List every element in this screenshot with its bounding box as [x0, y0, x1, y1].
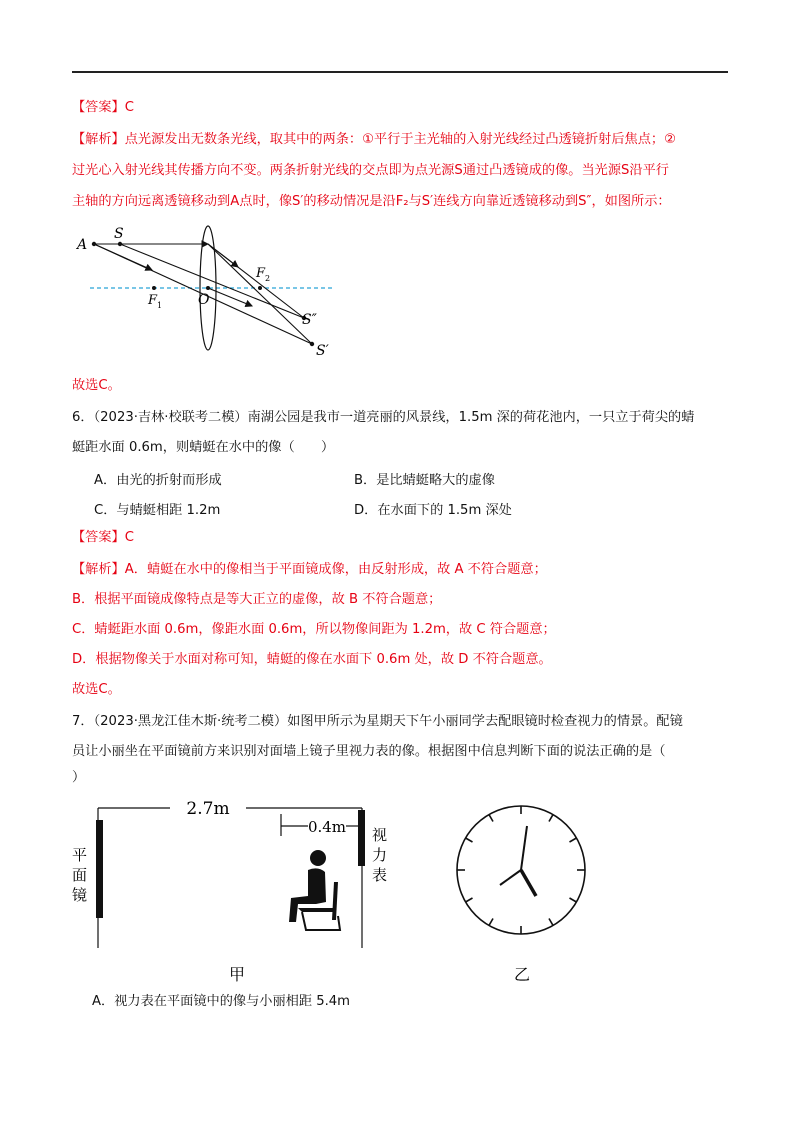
caption-jia: 甲 — [228, 965, 246, 984]
ray-arrow-1 — [94, 244, 152, 270]
point-s — [118, 242, 122, 246]
lens-ray-diagram — [72, 222, 352, 362]
clock-tick — [489, 815, 493, 822]
point-o — [206, 286, 210, 290]
q6-option-a: A．由光的折射而形成 — [94, 473, 222, 488]
q7-stem-line-2: 员让小丽坐在平面镜前方来识别对面墙上镜子里视力表的像。根据图中信息判断下面的说法正确的是（ — [72, 744, 666, 759]
label-f1-sub: 1 — [157, 301, 163, 310]
ray-arrow-3 — [208, 288, 252, 306]
hour-hand — [521, 870, 536, 896]
answer-label: 【答案】 — [72, 100, 125, 115]
q5-analysis-line-3: 主轴的方向远离透镜移动到A点时，像S′的移动情况是沿F₂与S′连线方向靠近透镜移动到S″，如图所示： — [72, 194, 671, 209]
mirror-label-3: 镜 — [72, 886, 88, 904]
point-s1 — [310, 342, 314, 346]
q6-option-b: B．是比蜻蜓略大的虚像 — [354, 473, 495, 488]
q6-analysis-line-2: B．根据平面镜成像特点是等大正立的虚像，故 B 不符合题意； — [72, 592, 442, 607]
label-o: O — [198, 292, 210, 308]
clock-tick — [569, 838, 576, 842]
q5-conclusion: 故选C。 — [72, 378, 121, 393]
eye-chart — [358, 810, 365, 866]
caption-yi: 乙 — [513, 965, 531, 984]
clock-tick — [549, 815, 553, 822]
q6-stem-line-1: 6．（2023·吉林·校联考二模）南湖公园是我市一道亮丽的风景线，1.5m 深的荷花池内，一只立于荷尖的蜻 — [72, 410, 695, 425]
q7-stem-line-1: 7．（2023·黑龙江佳木斯·统考二模）如图甲所示为星期天下午小丽同学去配眼镜时检查视力的情景。配镜 — [72, 714, 683, 729]
q7-option-a: A．视力表在平面镜中的像与小丽相距 5.4m — [92, 994, 351, 1009]
plane-mirror — [96, 820, 103, 918]
clock-tick — [549, 918, 553, 925]
q7-stem-line-3: ） — [72, 770, 86, 785]
clock-figure — [450, 798, 600, 988]
header-rule — [72, 71, 728, 73]
q6-option-d: D．在水面下的 1.5m 深处 — [354, 503, 512, 518]
clock-tick — [466, 898, 473, 902]
second-hand — [500, 870, 521, 885]
ray-arrow-2 — [208, 244, 238, 267]
q6-analysis-line-3: C．蜻蜓距水面 0.6m，像距水面 0.6m，所以物像间距为 1.2m，故 C 符合题意； — [72, 622, 556, 637]
point-f1 — [152, 286, 156, 290]
minute-hand — [521, 826, 527, 870]
analysis-label: 【解析】 — [72, 132, 125, 147]
q5-analysis-line-2: 过光心入射光线其传播方向不变。两条折射光线的交点即为点光源S通过凸透镜成的像。当光源S沿平行 — [72, 163, 669, 178]
q5-analysis-line-1: 【解析】点光源发出无数条光线，取其中的两条：①平行于主光轴的入射光线经过凸透镜折射后焦点；② — [72, 132, 676, 147]
label-s1: S′ — [316, 343, 329, 359]
q6-analysis-line-4: D．根据物像关于水面对称可知，蜻蜓的像在水面下 0.6m 处，故 D 不符合题意。 — [72, 652, 552, 667]
clock-tick — [489, 918, 493, 925]
mirror-label-1: 平 — [72, 846, 88, 864]
seated-person-icon — [289, 850, 340, 930]
chart-label-1: 视 — [372, 826, 388, 844]
chart-label-2: 力 — [372, 846, 388, 864]
label-f2: F — [256, 266, 266, 281]
q6-answer: 【答案】C — [72, 530, 134, 545]
small-distance-label: 0.4m — [307, 818, 347, 836]
label-a: A — [77, 237, 88, 253]
label-s2: S″ — [302, 312, 317, 328]
clock-tick — [466, 838, 473, 842]
point-a — [92, 242, 96, 246]
label-f1: F — [148, 293, 158, 308]
q6-stem-line-2: 蜓距水面 0.6m，则蜻蜓在水中的像（ ） — [72, 440, 335, 455]
q6-analysis-line-1: 【解析】A．蜻蜓在水中的像相当于平面镜成像，由反射形成，故 A 不符合题意； — [72, 562, 547, 577]
point-f2 — [258, 286, 262, 290]
label-s: S — [114, 226, 124, 242]
chart-label-3: 表 — [372, 866, 388, 884]
mirror-label-2: 面 — [72, 866, 88, 884]
q5-answer — [72, 98, 134, 118]
q6-conclusion: 故选C。 — [72, 682, 121, 697]
total-distance-label: 2.7m — [186, 799, 230, 819]
answer-value: C — [124, 100, 134, 115]
q6-option-c: C．与蜻蜓相距 1.2m — [94, 503, 221, 518]
clock-tick — [569, 898, 576, 902]
eye-test-figure — [62, 790, 402, 990]
label-f2-sub: 2 — [265, 274, 271, 283]
